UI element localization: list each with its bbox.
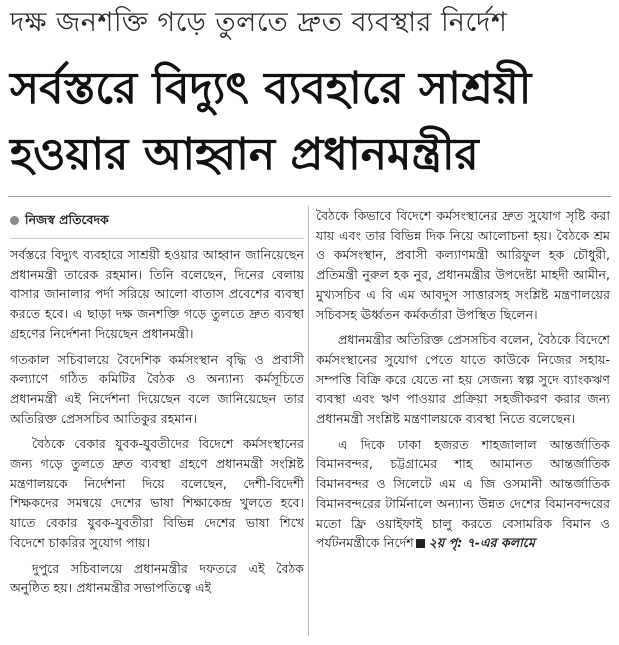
paragraph-text: এ দিকে ঢাকা হজরত শাহজালাল আন্তর্জাতিক বিমানবন্দর, চট্টগ্রামের শাহ আমানত আন্তর্জাতিক বিমানবন্দর ও সিলেটে এম এ জি ওসমানী আন্তর্জাতিক বিমানবন্দরের টার্মিনালে অন্যান্য উন্নত দেশের বিমানবন্দরের মতো ফ্রি ওয়াইফাই চালু করতে বেসামরিক বিমান ও পর্যটনমন্ত্রীকে নির্দেশ (316, 436, 610, 551)
paragraph: সর্বস্তরে বিদ্যুৎ ব্যবহারে সাশ্রয়ী হওয়ার আহ্বান জানিয়েছেন প্রধানমন্ত্রী তারেক রহমান। তিনি বলেছেন, দিনের বেলায় বাসার জানালার পর্দা সরিয়ে আলো বাতাস প্রবেশের ব্যবস্থা করতে হবে। এ ছাড়া দক্ষ জনশক্তি গড়ে তুলতে দ্রুত ব্যবস্থা গ্রহণের নির্দেশনা দিয়েছেন প্রধানমন্ত্রী। (10, 247, 304, 341)
byline-text: নিজস্ব প্রতিবেদক (25, 212, 109, 227)
paragraph: বৈঠকে কিভাবে বিদেশে কর্মসংস্থানের দ্রুত সুযোগ সৃষ্টি করা যায় এবং তার বিভিন্ন দিক নিয়ে আলোচনা হয়। বৈঠকে শ্রম ও কর্মসংস্থান, প্রবাসী কল্যাণমন্ত্রী আরিফুল হক চৌধুরী, প্রতিমন্ত্রী নুরুল হক নুর, প্রধানমন্ত্রীর উপদেষ্টা মাহদী আমীন, মুখ্যসচিব এ বি এম আবদুস সাত্তারসহ সংশ্লিষ্ট মন্ত্রণালয়ের সচিবসহ ঊর্ধ্বতন কর্মকর্তারা উপস্থিত ছিলেন। (316, 208, 610, 322)
kicker-headline: দক্ষ জনশক্তি গড়ে তুলতে দ্রুত ব্যবস্থার নির্দেশ (10, 7, 508, 38)
main-headline (10, 56, 610, 188)
headline-line-2: হওয়ার আহ্বান প্রধানমন্ত্রীর (10, 129, 479, 180)
byline-divider (10, 238, 304, 239)
headline-divider (8, 196, 611, 197)
paragraph: বৈঠকে বেকার যুবক-যুবতীদের বিদেশে কর্মসংস্থানের জন্য গড়ে তুলতে দ্রুত ব্যবস্থা গ্রহণে প্রধানমন্ত্রী সংশ্লিষ্ট মন্ত্রণালয়কে নির্দেশনা দিয়ে বলেছেন, দেশী-বিদেশী শিক্ষকদের সমন্বয়ে দেশের ভাষা শিক্ষাকেন্দ্র খুলতে হবে। যাতে বেকার যুবক-যুবতীরা বিভিন্ন দেশের ভাষা শিখে বিদেশে চাকরির সুযোগ পায়। (10, 436, 304, 550)
article-column-right (316, 206, 610, 559)
article-column-left (10, 212, 304, 604)
paragraph: প্রধানমন্ত্রীর অতিরিক্ত প্রেসসচিব বলেন, বৈঠকে বিদেশে কর্মসংস্থানের সুযোগ পেতে যাতে কাউকে নিজের সহায়-সম্পত্তি বিক্রি করে যেতে না হয় সেজন্য স্বল্প সুদে ব্যাংকঋণ ব্যবস্থা এবং ঋণ পাওয়ার প্রক্রিয়া সহজীকরণ করার জন্য প্রধানমন্ত্রী সংশ্লিষ্ট মন্ত্রণালয়কে ব্যবস্থা নিতে বলেছেন। (316, 332, 610, 427)
paragraph: দুপুরে সচিবালয়ে প্রধানমন্ত্রীর দফতরে এই বৈঠক অনুষ্ঠিত হয়। প্রধানমন্ত্রীর সভাপতিত্বে এই (10, 560, 304, 596)
byline (10, 212, 304, 228)
paragraph-with-jump (316, 435, 610, 553)
column-divider (308, 206, 309, 636)
paragraph: গতকাল সচিবালয়ে বৈদেশিক কর্মসংস্থান বৃদ্ধি ও প্রবাসী কল্যাণে গঠিত কমিটির বৈঠক ও অন্যান্য কর্মসূচিতে প্রধানমন্ত্রী এই নির্দেশনা দিয়েছেন বলে জানিয়েছেন তার অতিরিক্ত প্রেসসচিব আতিকুর রহমান। (10, 351, 304, 426)
square-bullet-icon (416, 539, 425, 548)
continuation-jump-link[interactable]: ২য় পৃ: ৭-এর কলামে (428, 535, 535, 551)
headline-line-1: সর্বস্তরে বিদ্যুৎ ব্যবহারে সাশ্রয়ী (10, 63, 532, 114)
bullet-icon (10, 216, 19, 225)
